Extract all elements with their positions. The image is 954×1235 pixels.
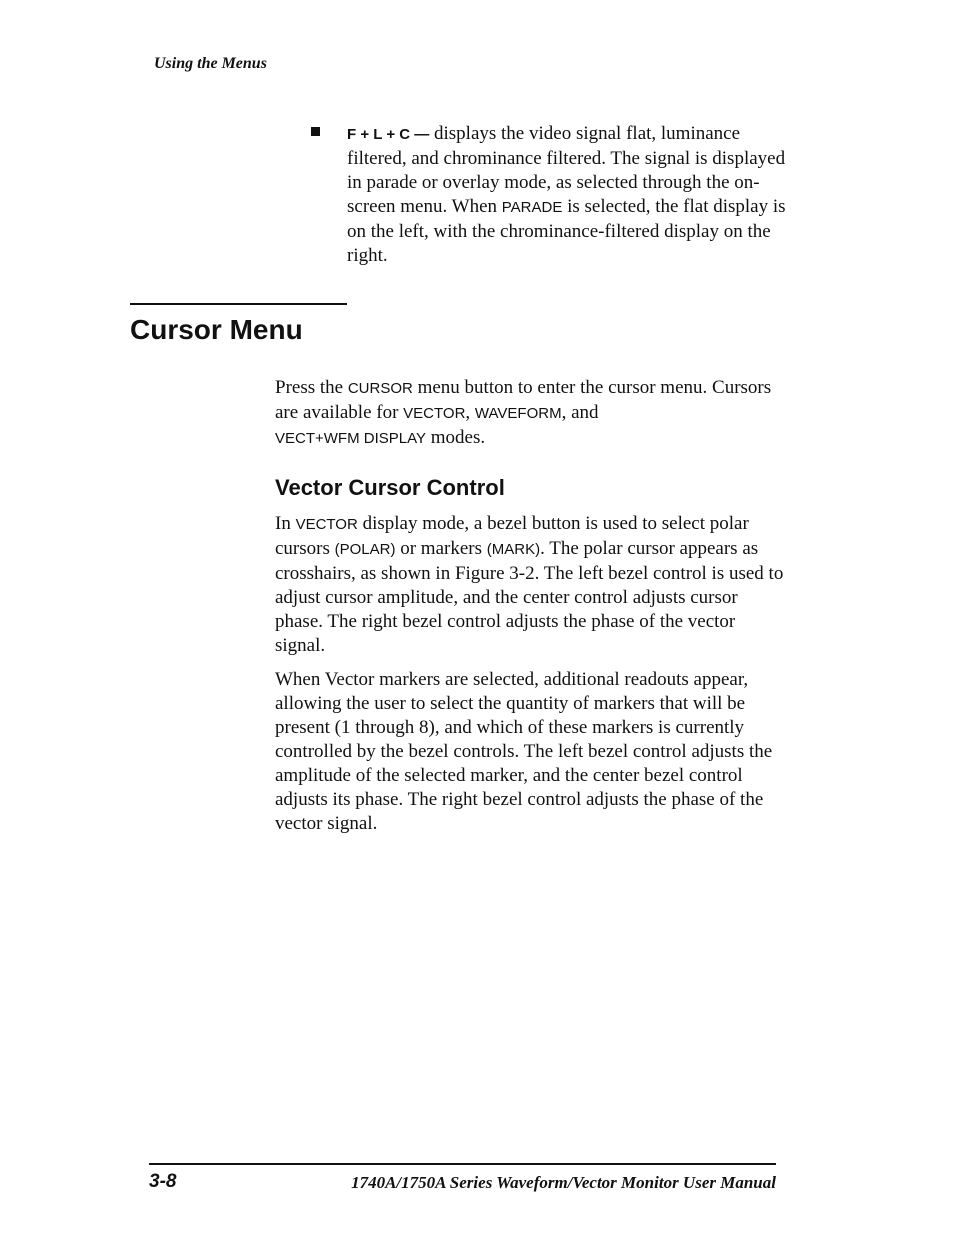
polar-term: (POLAR): [334, 541, 396, 558]
intro-text-2: menu button to enter the cursor menu. Cursors are available for: [275, 377, 772, 423]
intro-text-4: , and: [561, 402, 599, 423]
running-head: Using the Menus: [154, 55, 267, 72]
cursor-intro-paragraph: [275, 376, 785, 451]
intro-text-3: ,: [465, 402, 475, 423]
section-rule: [130, 303, 347, 305]
p1-text-1: In: [275, 513, 296, 534]
parade-term: PARADE: [501, 199, 563, 216]
page-number: 3-8: [149, 1171, 177, 1192]
bullet-text-part-2: is selected, the flat display is on the left, with the chrominance-filtered display on the right.: [347, 196, 786, 266]
vector-mode-term: VECTOR: [295, 516, 358, 533]
p1-text-3: or markers: [395, 538, 487, 559]
p1-text-4: . The polar cursor appears as crosshairs, as shown in Figure 3-2. The left bezel control is used to adjust cursor amplitude, and the center control adjusts cursor phase. The right bezel control adjusts the phase of the vector signal.: [275, 538, 784, 656]
vector-cursor-paragraph-1: [275, 512, 785, 658]
bullet-text-part-1: displays the video signal flat, luminance filtered, and chrominance filtered. The signal is displayed in parade or overlay mode, as selected through the on-screen menu. When: [347, 123, 786, 217]
mark-term: (MARK): [486, 541, 541, 558]
vect-wfm-term: VECT+WFM DISPLAY: [275, 430, 426, 447]
footer-rule: [149, 1163, 776, 1165]
p1-text-2: display mode, a bezel button is used to select polar cursors: [275, 513, 749, 559]
bullet-text: [347, 122, 791, 268]
vector-cursor-paragraph-2: When Vector markers are selected, additional readouts appear, allowing the user to select the quantity of markers that will be present (1 through 8), and which of these markers is currently controlled by the bezel controls. The left bezel control adjusts the amplitude of the selected marker, and the center bezel control adjusts its phase. The right bezel control adjusts the phase of the vector signal.: [275, 669, 773, 834]
subsection-title: Vector Cursor Control: [275, 475, 505, 500]
square-bullet-icon: [311, 127, 320, 136]
cursor-term: CURSOR: [347, 380, 413, 397]
section-title: Cursor Menu: [130, 314, 303, 345]
vector-term: VECTOR: [403, 405, 466, 422]
intro-text-5: modes.: [426, 427, 486, 448]
manual-title: 1740A/1750A Series Waveform/Vector Monitor User Manual: [351, 1173, 776, 1192]
waveform-term: WAVEFORM: [474, 405, 562, 422]
intro-text-1: Press the: [275, 377, 348, 398]
bullet-term: F + L + C —: [347, 126, 430, 143]
